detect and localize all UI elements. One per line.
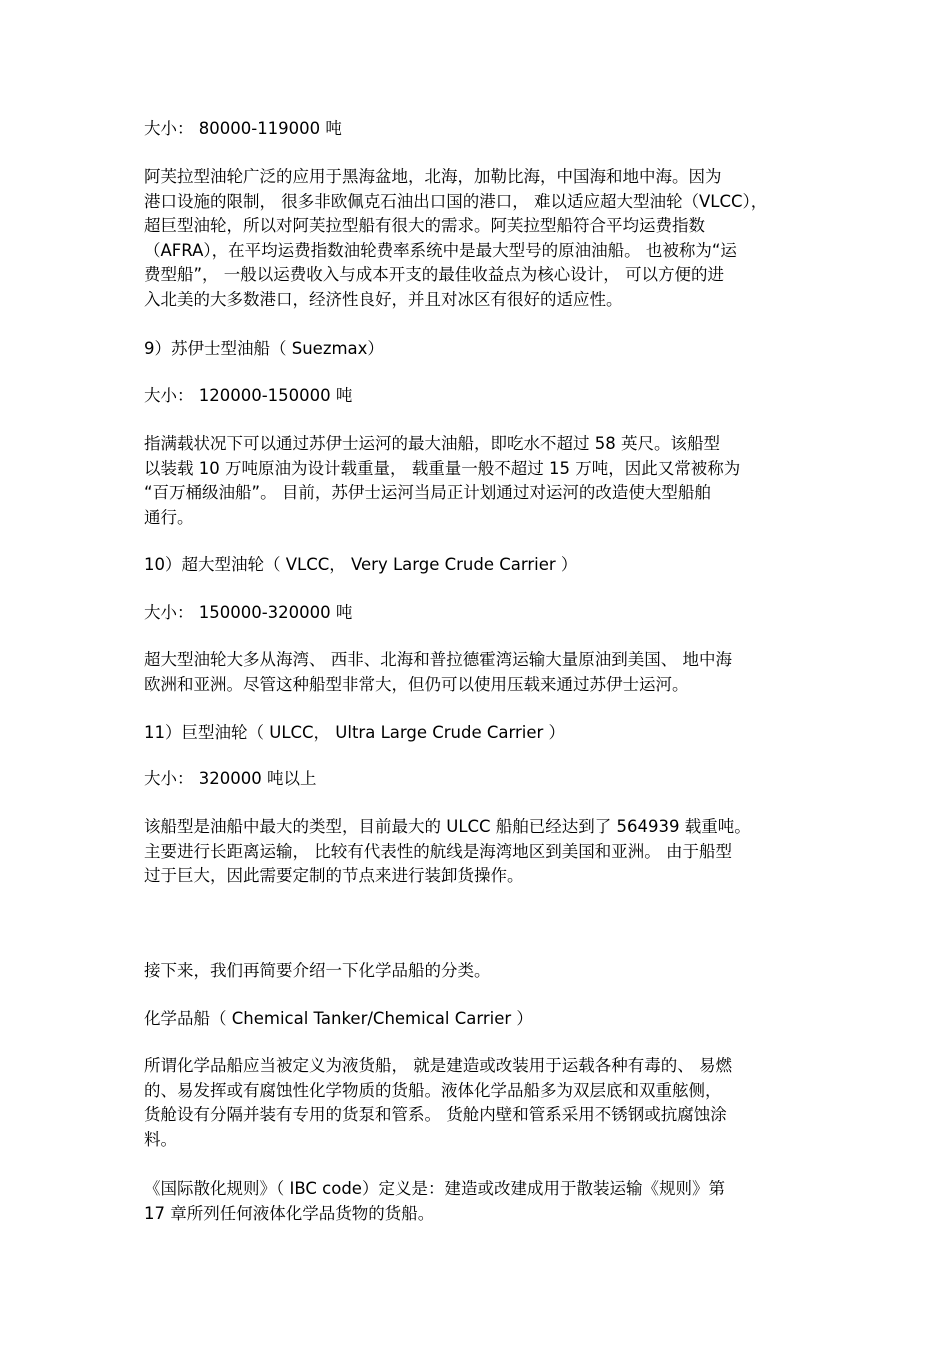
ulcc-heading: [144, 721, 809, 746]
suezmax-description-paragraph: [144, 432, 809, 530]
text-line: 阿芙拉型油轮广泛的应用于黑海盆地，北海，加勒比海，中国海和地中海。因为: [144, 167, 722, 186]
text-line: 港口设施的限制， 很多非欧佩克石油出口国的港口， 难以适应超大型油轮（VLCC），: [144, 191, 768, 211]
chemical-intro-paragraph: [144, 959, 809, 984]
text-line: 超大型油轮大多从海湾、 西非、北海和普拉德霍湾运输大量原油到美国、 地中海: [144, 650, 732, 669]
text-line: 入北美的大多数港口，经济性良好，并且对冰区有很好的适应性。: [144, 289, 623, 309]
text-line: 11）巨型油轮（ ULCC， Ultra Large Crude Carrier ）: [144, 723, 566, 742]
text-line: 该船型是油船中最大的类型，目前最大的 ULCC 船舶已经达到了 564939 载重吨。: [144, 817, 751, 836]
text-line: 欧洲和亚洲。尽管这种船型非常大，但仍可以使用压载来通过苏伊士运河。: [144, 674, 689, 694]
text-line: “百万桶级油船”。 目前，苏伊士运河当局正计划通过对运河的改造使大型船舶: [144, 483, 711, 502]
text-line: 大小： 80000-119000 吨: [144, 119, 342, 138]
vlcc-heading: [144, 553, 809, 578]
text-line: 料。: [144, 1129, 177, 1149]
suezmax-heading: [144, 337, 809, 362]
text-line: 费型船”， 一般以运费收入与成本开支的最佳收益点为核心设计， 可以方便的进: [144, 265, 725, 284]
text-line: 通行。: [144, 507, 194, 527]
chemical-tanker-description-paragraph: [144, 1054, 809, 1152]
ibc-code-paragraph: [144, 1177, 809, 1226]
afra-size-paragraph: [144, 117, 809, 142]
text-line: 过于巨大，因此需要定制的节点来进行装卸货操作。: [144, 866, 524, 885]
text-line: 货舱设有分隔并装有专用的货泵和管系。 货舱内壁和管系采用不锈钢或抗腐蚀涂: [144, 1105, 727, 1124]
text-line: 大小： 320000 吨以上: [144, 769, 317, 788]
chemical-tanker-heading: [144, 1007, 809, 1032]
text-line: 指满载状况下可以通过苏伊士运河的最大油船，即吃水不超过 58 英尺。该船型: [144, 434, 720, 453]
text-line: 大小： 120000-150000 吨: [144, 386, 353, 405]
text-line: （AFRA），在平均运费指数油轮费率系统中是最大型号的原油油船。 也被称为“运: [144, 240, 737, 260]
ulcc-description-paragraph: [144, 815, 809, 889]
text-line: 超巨型油轮，所以对阿芙拉型船有很大的需求。阿芙拉型船符合平均运费指数: [144, 216, 705, 235]
text-line: 化学品船（ Chemical Tanker/Chemical Carrier ）: [144, 1009, 533, 1028]
text-line: 主要进行长距离运输， 比较有代表性的航线是海湾地区到美国和亚洲。 由于船型: [144, 841, 732, 861]
text-line: 所谓化学品船应当被定义为液货船， 就是建造或改装用于运载各种有毒的、 易燃: [144, 1056, 732, 1075]
ulcc-size-paragraph: [144, 767, 809, 792]
text-line: 17 章所列任何液体化学品货物的货船。: [144, 1203, 435, 1223]
text-line: 以装载 10 万吨原油为设计载重量， 载重量一般不超过 15 万吨，因此又常被称为: [144, 458, 741, 478]
text-line: 9）苏伊士型油船（ Suezmax）: [144, 339, 384, 358]
vlcc-size-paragraph: [144, 601, 809, 626]
text-line: 《国际散化规则》（ IBC code）定义是：建造或改建成用于散装运输《规则》第: [144, 1179, 725, 1198]
text-line: 大小： 150000-320000 吨: [144, 603, 353, 622]
text-line: 的、易发挥或有腐蚀性化学物质的货船。液体化学品船多为双层底和双重舷侧，: [144, 1080, 722, 1100]
vlcc-description-paragraph: [144, 648, 809, 697]
text-line: 接下来，我们再简要介绍一下化学品船的分类。: [144, 961, 491, 980]
text-line: 10）超大型油轮（ VLCC， Very Large Crude Carrier ）: [144, 555, 578, 574]
suezmax-size-paragraph: [144, 384, 809, 409]
afra-description-paragraph: [144, 165, 809, 312]
